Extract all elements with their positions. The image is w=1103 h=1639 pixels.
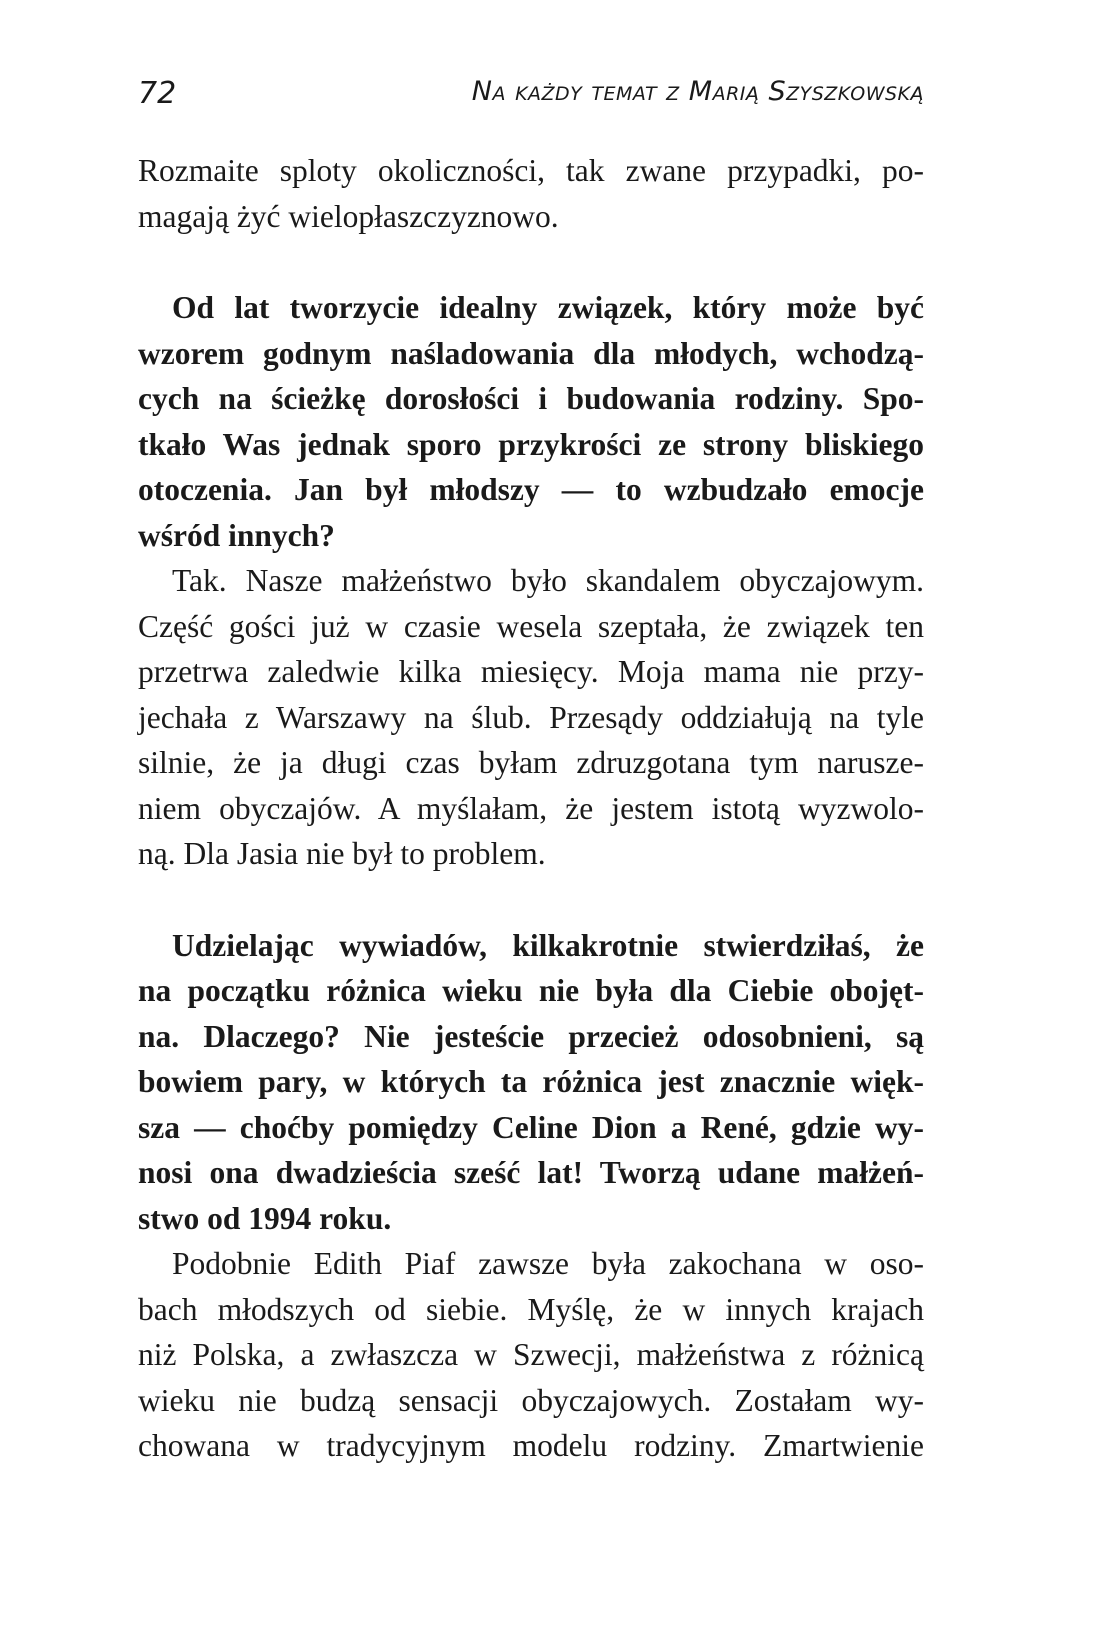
text-line: Podobnie Edith Piaf zawsze była zakochana w oso- — [172, 1246, 924, 1281]
body-text — [138, 148, 924, 1469]
text-line: na początku różnica wieku nie była dla Ciebie obojęt- — [138, 973, 924, 1008]
text-line: Tak. Nasze małżeństwo było skandalem obyczajowym. — [172, 563, 924, 598]
text-line: wśród innych? — [138, 517, 335, 553]
text-line: tkało Was jednak sporo przykrości ze strony bliskiego — [138, 426, 924, 462]
text-line: bach młodszych od siebie. Myślę, że w innych krajach — [138, 1291, 924, 1327]
running-head: Na każdy temat z Marią Szyszkowską — [471, 76, 924, 107]
text-line: jechała z Warszawy na ślub. Przesądy oddziałują na tyle — [138, 699, 924, 735]
text-line: niem obyczajów. A myślałam, że jestem istotą wyzwolo- — [138, 790, 924, 826]
text-line: ną. Dla Jasia nie był to problem. — [138, 836, 546, 871]
paragraph-spacer — [138, 877, 924, 923]
text-line: wieku nie budzą sensacji obyczajowych. Zostałam wy- — [138, 1382, 924, 1418]
question-paragraph — [138, 923, 924, 1242]
text-line: cych na ścieżkę dorosłości i budowania rodziny. Spo- — [138, 381, 924, 416]
answer-paragraph — [138, 1241, 924, 1469]
text-line: otoczenia. Jan był młodszy — to wzbudzało emocje — [138, 472, 924, 507]
page-header — [138, 76, 924, 116]
text-line: magają żyć wielopłaszczyznowo. — [138, 198, 559, 234]
text-line: silnie, że ja długi czas byłam zdruzgotana tym narusze- — [138, 745, 924, 780]
text-line: na. Dlaczego? Nie jesteście przecież odosobnieni, są — [138, 1018, 924, 1054]
text-line: stwo od 1994 roku. — [138, 1200, 392, 1236]
text-line: wzorem godnym naśladowania dla młodych, wchodzą- — [138, 335, 924, 371]
text-line: przetrwa zaledwie kilka miesięcy. Moja mama nie przy- — [138, 654, 924, 689]
question-paragraph — [138, 285, 924, 558]
page-number: 72 — [138, 76, 177, 111]
text-line: bowiem pary, w których ta różnica jest znacznie więk- — [138, 1064, 924, 1099]
text-line: sza — choćby pomiędzy Celine Dion a René, gdzie wy- — [138, 1109, 924, 1145]
text-line: Od lat tworzycie idealny związek, który może być — [172, 290, 924, 325]
text-line: nosi ona dwadzieścia sześć lat! Tworzą udane małżeń- — [138, 1155, 924, 1190]
text-line: Rozmaite sploty okoliczności, tak zwane przypadki, po- — [138, 153, 924, 188]
text-line: Udzielając wywiadów, kilkakrotnie stwierdziłaś, że — [172, 927, 924, 963]
answer-paragraph — [138, 148, 924, 239]
text-line: niż Polska, a zwłaszcza w Szwecji, małżeństwa z różnicą — [138, 1337, 924, 1372]
answer-paragraph — [138, 558, 924, 877]
text-line: Część gości już w czasie wesela szeptała, że związek ten — [138, 608, 924, 644]
paragraph-spacer — [138, 239, 924, 285]
text-line: chowana w tradycyjnym modelu rodziny. Zmartwienie — [138, 1428, 924, 1463]
